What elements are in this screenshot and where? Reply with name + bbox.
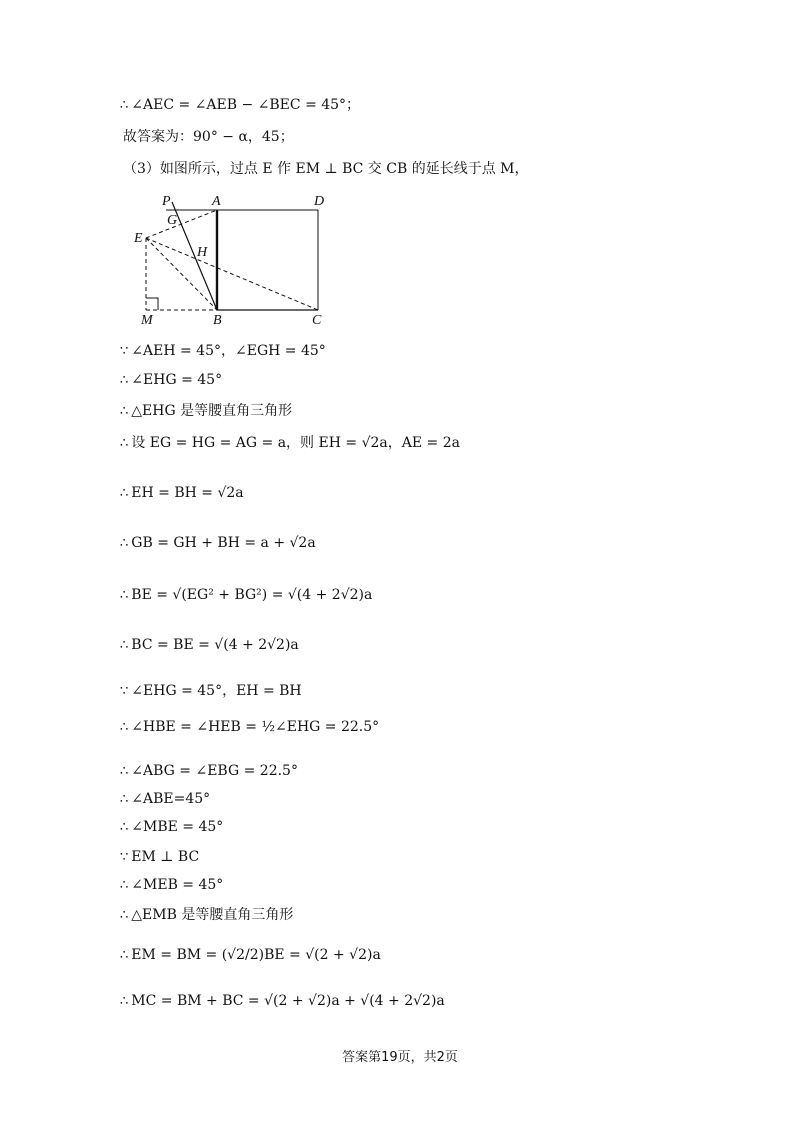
math-text: （3）如图所示，过点 E 作 EM ⊥ BC 交 CB 的延长线于点 M， [123,161,529,177]
line-12 [120,682,302,701]
symbol: ∵ [120,344,129,359]
line-21 [120,992,445,1011]
symbol: ∴ [120,948,129,963]
segment-ec [146,238,318,310]
label-h: H [197,245,208,260]
geometry-figure [132,190,332,330]
symbol: ∴ [120,436,129,451]
line-7 [120,434,460,453]
math-text: ∠AEH = 45°，∠EGH = 45° [131,343,326,359]
symbol: ∵ [120,850,129,865]
segment-pb [172,202,217,310]
math-text: ∠EHG = 45°，EH = BH [131,683,302,699]
symbol: ∴ [120,908,129,923]
math-text: ∠EHG = 45° [131,372,223,388]
line-17 [120,848,199,867]
symbol: ∴ [120,994,129,1009]
line-2 [120,128,294,147]
symbol: ∴ [120,764,129,779]
math-text: ∠MEB = 45° [131,877,224,893]
math-text: ∠ABG = ∠EBG = 22.5° [131,763,298,779]
math-text: ∠MBE = 45° [131,819,224,835]
symbol: ∴ [120,720,129,735]
math-text: MC = BM + BC = √(2 + √2)a + √(4 + 2√2)a [131,993,445,1009]
line-6 [120,402,292,421]
line-19 [120,906,293,925]
line-16 [120,818,223,837]
math-text: 故答案为：90° − α，45； [123,129,294,145]
page-footer: 答案第19页，共2页 [342,1050,458,1065]
line-11 [120,636,299,655]
symbol: ∵ [120,684,129,699]
symbol: ∴ [120,820,129,835]
math-text: EM ⊥ BC [131,849,200,865]
math-text: ∠ABE=45° [131,791,211,807]
label-g: G [167,213,178,228]
symbol: ∴ [120,98,129,113]
line-1 [120,96,360,115]
line-15 [120,790,210,809]
math-text: GB = GH + BH = a + √2a [131,535,316,551]
symbol: ∴ [120,878,129,893]
line-10 [120,586,372,605]
math-text: BE = √(EG² + BG²) = √(4 + 2√2)a [131,587,373,603]
symbol: ∴ [120,373,129,388]
line-18 [120,876,223,895]
math-text: EM = BM = (√2/2)BE = √(2 + √2)a [131,947,381,963]
segment-ea [146,210,217,238]
symbol: ∴ [120,404,129,419]
symbol: ∴ [120,486,129,501]
line-3 [120,160,529,179]
math-text: EH = BH = √2a [131,485,244,501]
math-text: 设 EG = HG = AG = a，则 EH = √2a，AE = 2a [131,435,460,451]
label-p: P [162,194,171,209]
math-text: △EHG 是等腰直角三角形 [131,403,293,419]
line-14 [120,762,298,781]
line-4 [120,342,326,361]
label-m: M [141,313,153,328]
label-e: E [134,231,143,246]
label-d: D [314,194,325,209]
line-13 [120,718,379,737]
line-8 [120,484,244,503]
symbol: ∴ [120,792,129,807]
line-9 [120,534,316,553]
math-text: △EMB 是等腰直角三角形 [131,907,294,923]
label-c: C [312,313,322,328]
math-text: ∠AEC = ∠AEB − ∠BEC = 45°； [131,97,361,113]
label-b: B [213,313,222,328]
math-text: ∠HBE = ∠HEB = ½∠EHG = 22.5° [131,719,380,735]
line-5 [120,371,222,390]
symbol: ∴ [120,536,129,551]
line-20 [120,946,381,965]
symbol: ∴ [120,638,129,653]
right-angle-mark [146,298,158,310]
label-a: A [212,194,221,209]
math-text: BC = BE = √(4 + 2√2)a [131,637,299,653]
symbol: ∴ [120,588,129,603]
